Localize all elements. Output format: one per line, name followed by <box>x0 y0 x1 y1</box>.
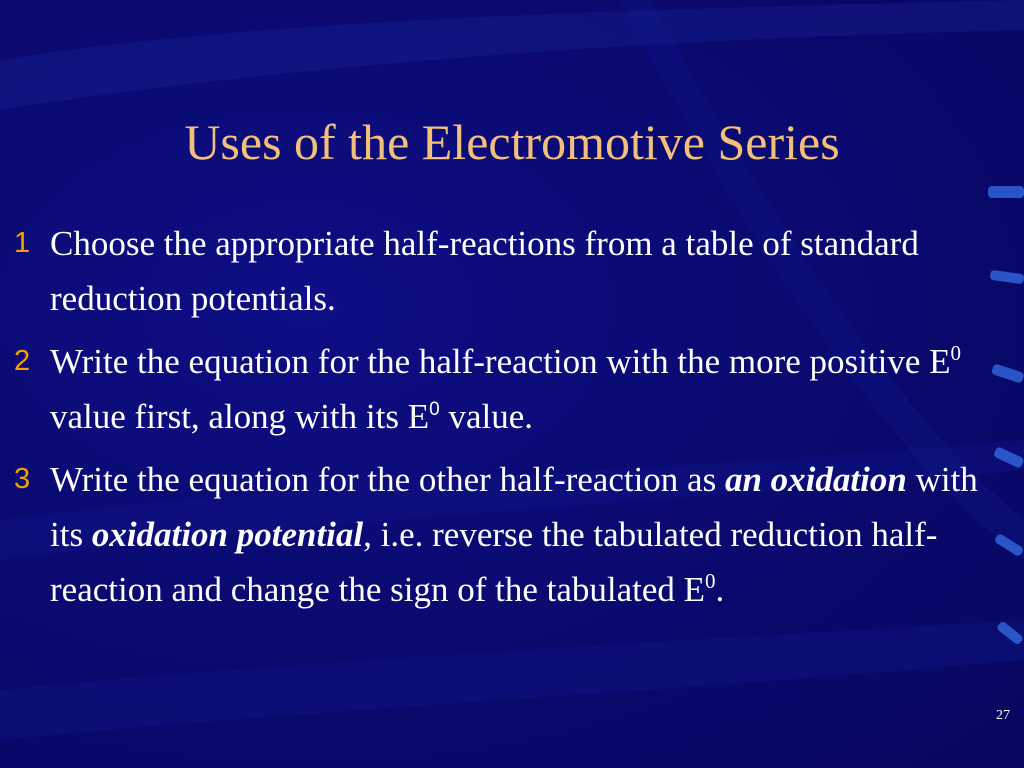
list-item <box>14 216 1016 326</box>
numbered-list <box>14 216 1016 625</box>
superscript: 0 <box>950 341 961 365</box>
decor-stripe <box>988 186 1024 198</box>
item-text: Write the equation for the half-reaction with the more positive E <box>50 342 951 381</box>
emphasis-text: an oxidation <box>724 460 907 499</box>
list-item <box>14 452 1016 617</box>
decor-swoosh <box>0 620 1024 740</box>
item-text: . <box>715 570 725 609</box>
item-text: value first, along with its E <box>50 397 430 436</box>
item-number: 3 <box>14 463 31 495</box>
item-text: value. <box>439 397 533 436</box>
item-text: with its <box>50 460 978 554</box>
item-text: Write the equation for the other half-reaction as <box>50 460 725 499</box>
page-number: 27 <box>996 708 1010 723</box>
superscript: 0 <box>705 569 716 593</box>
item-text: , i.e. reverse the tabulated reduction half-reaction and change the sign of the tabulated E <box>50 515 938 609</box>
item-number: 1 <box>14 227 31 259</box>
slide-title: Uses of the Electromotive Series <box>184 114 840 170</box>
decor-swoosh <box>0 0 1024 110</box>
emphasis-text: oxidation potential <box>91 515 364 554</box>
superscript: 0 <box>429 399 440 420</box>
item-text: Choose the appropriate half-reactions from a table of standard reduction potentials. <box>50 224 919 318</box>
list-item <box>14 334 1016 444</box>
item-number: 2 <box>14 345 31 377</box>
